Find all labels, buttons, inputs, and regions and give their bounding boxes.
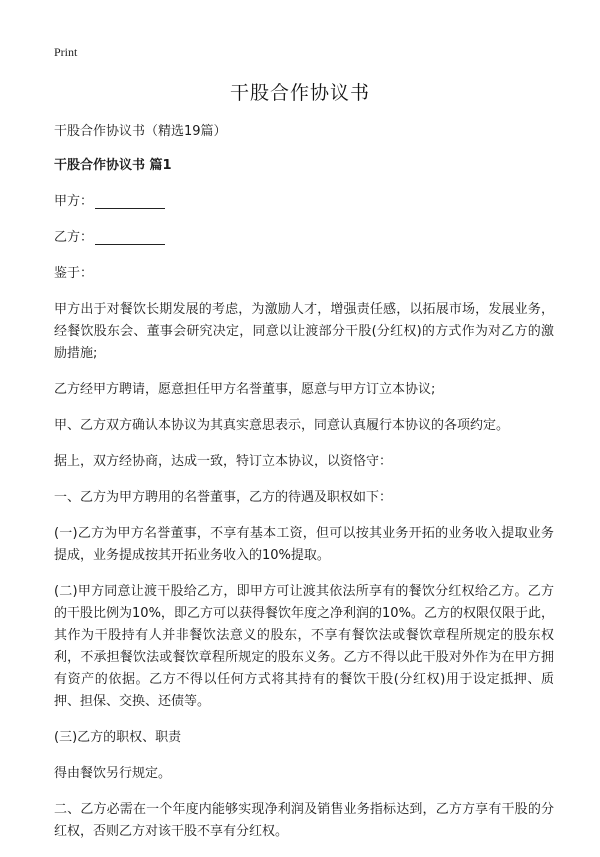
party-a-field	[54, 191, 554, 213]
paragraph: 乙方经甲方聘请，愿意担任甲方名誉董事，愿意与甲方订立本协议;	[54, 382, 436, 397]
document-subtitle: 干股合作协议书（精选19篇）	[54, 124, 227, 139]
paragraph: (一)乙方为甲方名誉董事，不享有基本工资，但可以按其业务开拓的业务收入提取业务提成，业务提成按其开拓业务收入的10%提取。	[54, 526, 554, 563]
party-b-label: 乙方：	[54, 230, 94, 245]
party-b-field	[54, 227, 554, 249]
paragraph: (二)甲方同意让渡干股给乙方，即甲方可让渡其依法所享有的餐饮分红权给乙方。乙方的干股比例为10%，即乙方可以获得餐饮年度之净利润的10%。乙方的权限仅限于此，其作为干股持有人并非餐饮法意义的股东，不享有餐饮法或餐饮章程所规定的股东权利，不承担餐饮法或餐饮章程所规定的股东义务。乙方不得以此干股对外作为在甲方拥有资产的依据。乙方不得以任何方式将其持有的餐饮干股(分红权)用于设定抵押、质押、担保、交换、还债等。	[54, 584, 554, 709]
whereas-label: 鉴于：	[54, 266, 94, 281]
paragraph: 得由餐饮另行规定。	[54, 766, 172, 781]
paragraph: 甲方出于对餐饮长期发展的考虑，为激励人才，增强责任感，以拓展市场，发展业务，经餐饮股东会、董事会研究决定，同意以让渡部分干股(分红权)的方式作为对乙方的激励措施;	[54, 302, 554, 361]
paragraph: 甲、乙方双方确认本协议为其真实意思表示，同意认真履行本协议的各项约定。	[54, 418, 510, 433]
document-title: 干股合作协议书	[229, 82, 370, 104]
document-body	[54, 121, 554, 857]
paragraph: 一、乙方为甲方聘用的名誉董事，乙方的待遇及职权如下：	[54, 490, 393, 505]
paragraph: 据上，双方经协商，达成一致，特订立本协议，以资恪守：	[54, 454, 393, 469]
party-a-label: 甲方：	[54, 194, 94, 209]
paragraph: 二、乙方必需在一个年度内能够实现净利润及销售业务指标达到，乙方方享有干股的分红权，否则乙方对该干股不享有分红权。	[54, 802, 554, 839]
party-b-blank	[95, 230, 165, 245]
section-title: 干股合作协议书 篇1	[54, 158, 172, 173]
paragraph: (三)乙方的职权、职责	[54, 730, 182, 745]
party-a-blank	[95, 194, 165, 209]
print-label: Print	[54, 45, 78, 59]
